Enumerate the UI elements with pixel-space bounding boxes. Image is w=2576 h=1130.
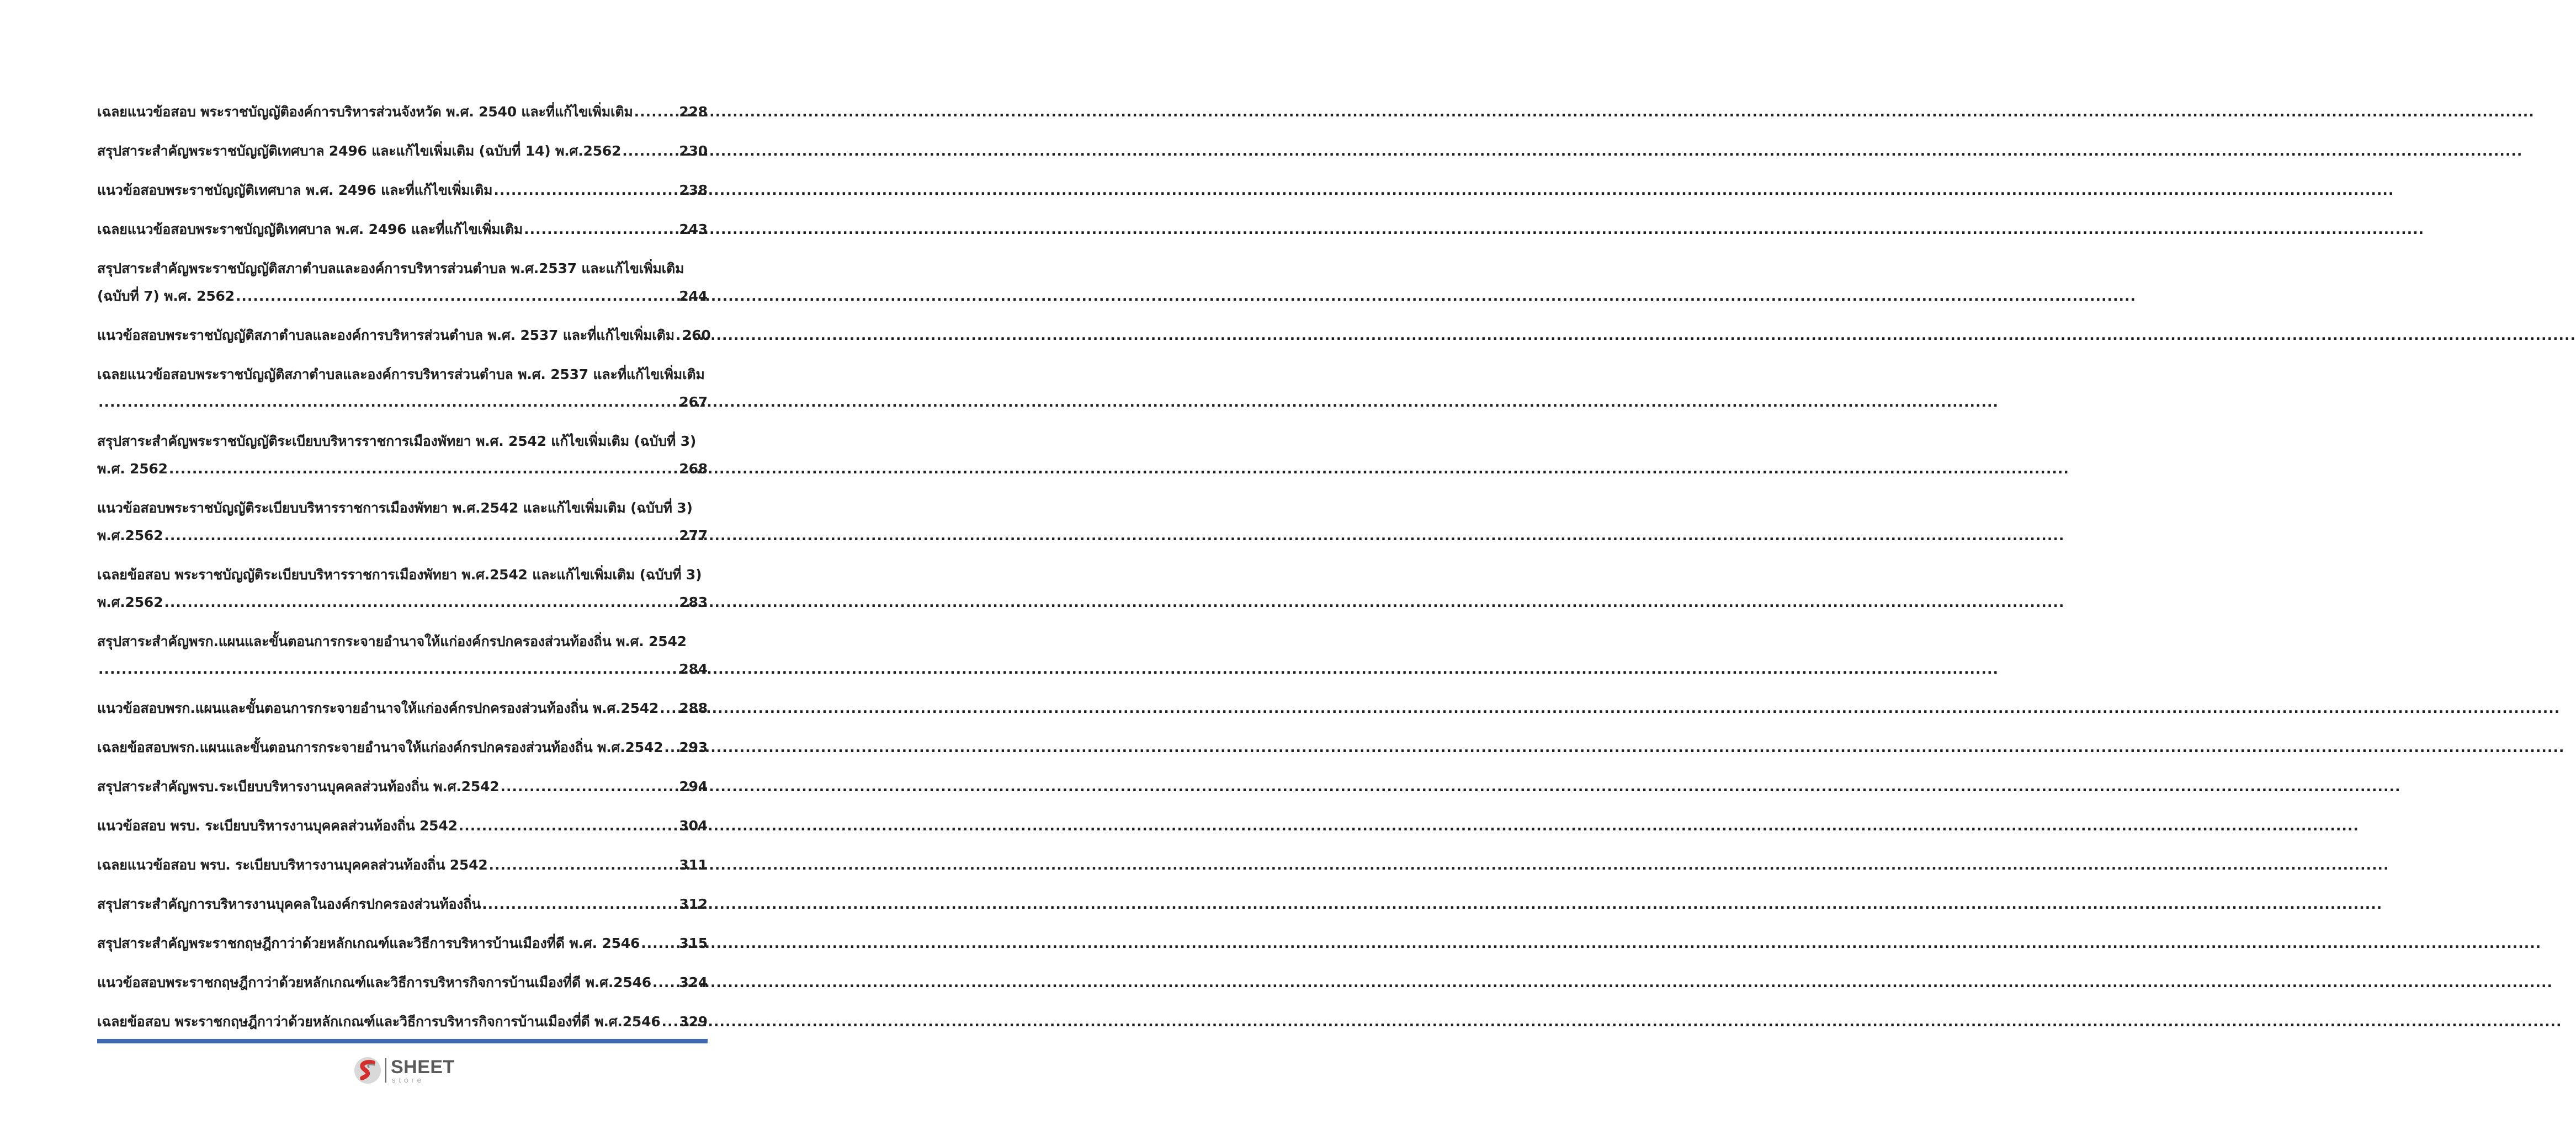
toc-dot-leader [236,282,678,310]
toc-page-number: 311 [679,857,708,873]
toc-entry-title: สรุปสาระสำคัญพรบ.ระเบียบบริหารงานบุคคลส่วนท้องถิ่น พ.ศ.2542 [97,779,500,795]
toc-entry-title: สรุปสาระสำคัญพระราชกฤษฎีกาว่าด้วยหลักเกณฑ์และวิธีการบริหารบ้านเมืองที่ดี พ.ศ. 2546 [97,935,640,951]
logo-text [391,1058,455,1084]
toc-entry-line [97,655,708,683]
toc-page-number: 268 [679,461,708,477]
toc-page-number: 277 [679,527,708,543]
toc-entry[interactable] [97,773,708,801]
toc-entry-line [97,851,708,879]
toc-entry[interactable] [97,695,708,722]
toc-entry[interactable] [97,891,708,918]
table-of-contents [97,98,711,1047]
toc-page-number: 324 [679,974,708,990]
toc-dot-leader [98,655,678,683]
toc-entry-line [97,98,708,126]
toc-entry-line [97,522,708,550]
toc-page-number: 283 [679,594,708,610]
toc-entry-title-line: แนวข้อสอบพระราชบัญญัติระเบียบบริหารราชการเมืองพัทยา พ.ศ.2542 และแก้ไขเพิ่มเติม (ฉบับที่ 3) [97,500,693,516]
toc-entry-line [97,969,708,996]
toc-page-number: 267 [679,394,708,410]
toc-entry-title-line: สรุปสาระสำคัญพระราชบัญญัติระเบียบบริหารราชการเมืองพัทยา พ.ศ. 2542 แก้ไขเพิ่มเติม (ฉบับที่ 3) [97,433,697,449]
toc-entry-line [97,216,708,243]
toc-entry[interactable] [97,734,708,761]
toc-dot-leader [641,930,678,957]
toc-entry-title-line: สรุปสาระสำคัญพระราชบัญญัติสภาตำบลและองค์การบริหารส่วนตำบล พ.ศ.2537 และแก้ไขเพิ่มเติม [97,260,684,276]
toc-dot-leader [169,455,678,483]
toc-entry-line [97,177,708,204]
toc-page-number: 293 [679,739,708,755]
toc-dot-leader [634,98,678,126]
toc-entry[interactable] [97,494,708,550]
toc-entry-title: แนวข้อสอบพรก.แผนและขั้นตอนการกระจายอำนาจให้แก่องค์กรปกครองส่วนท้องถิ่น พ.ศ.2542 [97,700,659,716]
toc-dot-leader [500,773,678,801]
toc-entry-title: แนวข้อสอบพระราชบัญญัติเทศบาล พ.ศ. 2496 และที่แก้ไขเพิ่มเติม [97,182,493,198]
toc-entry-line [97,734,708,761]
toc-entry[interactable] [97,969,708,996]
logo-wordmark: SHEET [391,1056,455,1078]
toc-entry-title: เฉลยข้อสอบพรก.แผนและขั้นตอนการกระจายอำนาจให้แก่องค์กรปกครองส่วนท้องถิ่น พ.ศ.2542 [97,739,663,755]
toc-page-number: 288 [679,700,708,716]
toc-entry-line [97,891,708,918]
toc-dot-leader [664,734,678,761]
logo-divider [385,1058,386,1083]
sheet-store-logo [353,1054,455,1087]
toc-page-number: 312 [679,896,708,912]
toc-page-number: 304 [679,818,708,834]
toc-entry[interactable] [97,628,708,683]
toc-entry-line [97,773,708,801]
toc-entry[interactable] [97,812,708,840]
toc-entry-title: แนวข้อสอบพระราชบัญญัติสภาตำบลและองค์การบริหารส่วนตำบล พ.ศ. 2537 และที่แก้ไขเพิ่มเติม [97,327,674,343]
toc-entry-title: สรุปสาระสำคัญพระราชบัญญัติเทศบาล 2496 และแก้ไขเพิ่มเติม (ฉบับที่ 14) พ.ศ.2562 [97,143,622,159]
toc-entry-title: พ.ศ. 2562 [97,461,168,477]
toc-entry-line [97,455,708,483]
toc-entry-line [97,930,708,957]
toc-dot-leader [489,851,678,879]
toc-dot-leader [662,1008,678,1036]
toc-entry-title-line: เฉลยแนวข้อสอบพระราชบัญญัติสภาตำบลและองค์การบริหารส่วนตำบล พ.ศ. 2537 และที่แก้ไขเพิ่มเติม [97,366,705,382]
toc-page-number: 260 [682,327,711,343]
toc-entry-title: เฉลยข้อสอบ พระราชกฤษฎีกาว่าด้วยหลักเกณฑ์และวิธีการบริหารกิจการบ้านเมืองที่ดี พ.ศ.2546 [97,1014,661,1030]
toc-dot-leader [493,177,678,204]
toc-entry[interactable] [97,177,708,204]
toc-entry[interactable] [97,561,708,616]
toc-page-number: 315 [679,935,708,951]
toc-dot-leader [622,137,678,165]
toc-page-number: 228 [679,104,708,120]
toc-entry-title: (ฉบับที่ 7) พ.ศ. 2562 [97,288,235,304]
toc-dot-leader [98,388,678,416]
toc-entry[interactable] [97,98,708,126]
toc-entry[interactable] [97,428,708,483]
toc-entry-title: พ.ศ.2562 [97,594,163,610]
toc-page-number: 294 [679,779,708,795]
toc-page-number: 238 [679,182,708,198]
toc-entry-line [97,282,708,310]
toc-entry-line [97,388,708,416]
toc-page-number: 329 [679,1014,708,1030]
toc-entry-line [97,589,708,616]
logo-subtitle: store [392,1075,424,1084]
toc-entry[interactable] [97,1008,708,1036]
toc-entry[interactable] [97,851,708,879]
toc-entry[interactable] [97,137,708,165]
toc-page-number: 284 [679,661,708,677]
toc-dot-leader [164,522,678,550]
toc-dot-leader [676,322,681,349]
toc-entry[interactable] [97,255,708,310]
toc-entry-line [97,322,711,349]
toc-entry[interactable] [97,322,711,349]
toc-entry-title: แนวข้อสอบพระราชกฤษฎีกาว่าด้วยหลักเกณฑ์และวิธีการบริหารกิจการบ้านเมืองที่ดี พ.ศ.2546 [97,974,651,990]
toc-entry-line [97,1008,708,1036]
toc-entry-title: แนวข้อสอบ พรบ. ระเบียบบริหารงานบุคคลส่วนท้องถิ่น 2542 [97,818,458,834]
toc-entry-title-line: เฉลยข้อสอบ พระราชบัญญัติระเบียบบริหารราชการเมืองพัทยา พ.ศ.2542 และแก้ไขเพิ่มเติม (ฉบับที่ 3) [97,567,702,583]
toc-entry-title: พ.ศ.2562 [97,527,163,543]
toc-entry-line [97,137,708,165]
sheet-store-s-logo-icon [353,1056,382,1085]
footer-divider [97,1039,708,1043]
toc-entry-title: เฉลยแนวข้อสอบ พรบ. ระเบียบบริหารงานบุคคลส่วนท้องถิ่น 2542 [97,857,488,873]
toc-page-number: 230 [679,143,708,159]
toc-entry-line [97,812,708,840]
toc-dot-leader [482,891,678,918]
toc-entry[interactable] [97,216,708,243]
toc-entry-line [97,695,708,722]
toc-dot-leader [524,216,678,243]
toc-entry[interactable] [97,361,708,416]
toc-entry-title: สรุปสาระสำคัญการบริหารงานบุคคลในองค์กรปกครองส่วนท้องถิ่น [97,896,481,912]
toc-dot-leader [652,969,678,996]
toc-entry-title-line: สรุปสาระสำคัญพรก.แผนและขั้นตอนการกระจายอำนาจให้แก่องค์กรปกครองส่วนท้องถิ่น พ.ศ. 2542 [97,633,687,649]
toc-entry-title: เฉลยแนวข้อสอบพระราชบัญญัติเทศบาล พ.ศ. 2496 และที่แก้ไขเพิ่มเติม [97,221,523,237]
toc-dot-leader [164,589,678,616]
toc-entry[interactable] [97,930,708,957]
toc-page-number: 244 [679,288,708,304]
toc-dot-leader [459,812,678,840]
toc-entry-title: เฉลยแนวข้อสอบ พระราชบัญญัติองค์การบริหารส่วนจังหวัด พ.ศ. 2540 และที่แก้ไขเพิ่มเติม [97,104,633,120]
toc-dot-leader [660,695,678,722]
toc-page-number: 243 [679,221,708,237]
